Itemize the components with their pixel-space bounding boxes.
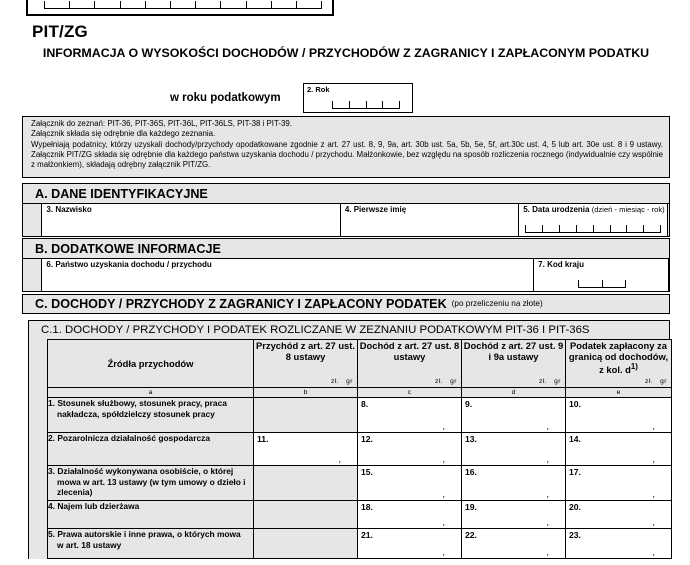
row-2-field-e-number: 14. <box>569 434 581 444</box>
row-5-field-e-comma: , <box>652 547 655 557</box>
row-3-field-d-comma: , <box>546 489 549 499</box>
row-5-field-b <box>254 529 358 559</box>
column-header-dochod-ust8-text: Dochód z art. 27 ust. 8 ustawy <box>359 340 460 363</box>
instructions-block <box>22 116 670 178</box>
row-1-field-d-number: 9. <box>465 399 473 409</box>
column-header-przychod-ust8-text: Przychód z art. 27 ust. 8 ustawy <box>256 340 355 363</box>
row-2-source-line1: Pozarolnicza działalność gospodarcza <box>57 433 210 443</box>
row-2-source <box>48 433 254 466</box>
row-2-field-b-number: 11. <box>257 434 269 444</box>
section-b-fields <box>22 258 670 292</box>
row-2-field-e[interactable] <box>566 433 672 466</box>
row-2-field-d[interactable] <box>462 433 566 466</box>
row-3-field-d[interactable] <box>462 466 566 501</box>
row-5-field-d-comma: , <box>546 547 549 557</box>
table-row <box>48 433 672 466</box>
row-5-field-e-number: 23. <box>569 530 581 540</box>
row-5-field-e[interactable] <box>566 529 672 559</box>
row-2-number: 2. <box>48 433 55 443</box>
row-1-field-e-comma: , <box>652 421 655 431</box>
row-2-field-c-comma: , <box>442 454 445 464</box>
column-letter-d: d <box>462 388 566 398</box>
column-units-c: zł. gr <box>435 378 457 386</box>
column-letter-b: b <box>254 388 358 398</box>
row-4-source <box>48 501 254 529</box>
row-5-source-line2: w art. 18 ustawy <box>57 539 122 550</box>
column-units-d: zł. gr <box>539 378 561 386</box>
tax-year-comb-cells[interactable] <box>332 100 400 109</box>
identifier-comb-box[interactable] <box>26 0 334 16</box>
field-pierwsze-imie-label: 4. Pierwsze imię <box>344 205 407 214</box>
tax-year-prefix-label: w roku podatkowym <box>170 92 281 104</box>
income-table-wrapper <box>28 339 670 559</box>
row-3-field-c-number: 15. <box>361 467 373 477</box>
column-header-dochod-ust9-text: Dochód z art. 27 ust. 9 i 9a ustawy <box>463 340 564 363</box>
row-3-source-line1: Działalność wykonywana osobiście, o której <box>57 466 234 476</box>
column-units-e: zł. gr <box>645 378 667 386</box>
instruction-line-3: Wypełniają podatnicy, którzy uzyskali dochody/przychody opodatkowane zgodnie z art. 27 ust. 8, 9, 9a, art. 30b ust. 5a, 5b, 5e, 5f, art.30c ust. 4, 5 lub art. 30e ust. 8 i 9 ustawy. Załącznik PIT/ZG składa się odrębnie dla każdego państwa uzyskania dochodu / przychodu. Małżonkowie, bez względu na sposób rozliczenia rocznego (indywidualnie czy wspólnie z małżonkiem), składają odrębny załącznik PIT/ZG. <box>31 139 663 170</box>
column-header-dochod-ust8 <box>358 340 462 388</box>
row-2-field-b[interactable] <box>254 433 358 466</box>
section-a-fields <box>22 203 670 237</box>
row-4-field-c[interactable] <box>358 501 462 529</box>
row-5-field-c-comma: , <box>442 547 445 557</box>
form-code: PIT/ZG <box>32 22 88 41</box>
row-5-field-d[interactable] <box>462 529 566 559</box>
row-5-field-c[interactable] <box>358 529 462 559</box>
row-1-field-c-comma: , <box>442 421 445 431</box>
row-3-field-e-number: 17. <box>569 467 581 477</box>
column-header-podatek-zagranica <box>566 340 672 388</box>
field-kod-kraju[interactable] <box>533 259 669 291</box>
identifier-comb-cells[interactable] <box>44 0 322 9</box>
column-letter-a: a <box>48 388 254 398</box>
row-4-field-d-comma: , <box>546 517 549 527</box>
table-header-row <box>48 340 672 388</box>
row-2-field-e-comma: , <box>652 454 655 464</box>
row-4-field-c-number: 18. <box>361 502 373 512</box>
row-4-field-e-number: 20. <box>569 502 581 512</box>
row-1-source-line2: nakładcza, spółdzielczy stosunek pracy <box>57 408 215 419</box>
column-header-dochod-ust9 <box>462 340 566 388</box>
row-4-field-d-number: 19. <box>465 502 477 512</box>
row-5-number: 5. <box>48 529 55 539</box>
row-1-field-c-number: 8. <box>361 399 369 409</box>
row-2-field-d-number: 13. <box>465 434 477 444</box>
row-3-field-c-comma: , <box>442 489 445 499</box>
table-row <box>48 501 672 529</box>
column-letter-c: c <box>358 388 462 398</box>
column-letter-e: e <box>566 388 672 398</box>
row-3-field-e[interactable] <box>566 466 672 501</box>
row-1-number: 1. <box>48 398 55 408</box>
row-2-field-c-number: 12. <box>361 434 373 444</box>
row-4-field-b <box>254 501 358 529</box>
row-3-field-e-comma: , <box>652 489 655 499</box>
row-1-source <box>48 398 254 433</box>
row-4-field-e[interactable] <box>566 501 672 529</box>
table-row <box>48 529 672 559</box>
income-table <box>47 339 672 559</box>
table-row <box>48 398 672 433</box>
row-1-field-d[interactable] <box>462 398 566 433</box>
tax-year-field[interactable] <box>303 83 413 113</box>
row-3-source-line2: mowa w art. 13 ustawy (w tym umowy o dzieło i zlecenia) <box>57 476 246 497</box>
row-5-field-c-number: 21. <box>361 530 373 540</box>
row-1-field-e-number: 10. <box>569 399 581 409</box>
row-1-field-e[interactable] <box>566 398 672 433</box>
field-kod-kraju-label: 7. Kod kraju <box>538 260 584 269</box>
column-units-b: zł. gr <box>331 378 353 386</box>
row-3-number: 3. <box>48 466 55 476</box>
table-letter-row <box>48 388 672 398</box>
instruction-line-2: Załącznik składa się odrębnie dla każdego zeznania. <box>31 129 216 139</box>
column-header-footnote-marker: 1) <box>630 362 638 372</box>
section-b-heading: B. DODATKOWE INFORMACJE <box>22 238 670 258</box>
section-c-heading-note: (po przeliczeniu na złote) <box>451 299 543 308</box>
column-header-podatek-zagranica-text: Podatek zapłacony za granicą od dochodów, z kol. d <box>568 340 669 376</box>
row-4-source-line1: Najem lub dzierżawa <box>57 501 140 511</box>
row-3-field-b <box>254 466 358 501</box>
row-5-field-d-number: 22. <box>465 530 477 540</box>
row-3-field-d-number: 16. <box>465 467 477 477</box>
section-a-heading: A. DANE IDENTYFIKACYJNE <box>22 183 670 203</box>
instruction-line-1: Załącznik do zeznań: PIT-36, PIT-36S, PIT-36L, PIT-36LS, PIT-38 i PIT-39. <box>31 119 292 128</box>
field-data-urodzenia-label: 5. Data urodzenia (dzień - miesiąc - rok) <box>523 205 665 214</box>
row-4-field-d[interactable] <box>462 501 566 529</box>
row-2-field-b-comma: , <box>338 454 341 464</box>
field-panstwo-label: 6. Państwo uzyskania dochodu / przychodu <box>46 260 212 269</box>
row-2-field-d-comma: , <box>546 454 549 464</box>
row-3-field-c[interactable] <box>358 466 462 501</box>
row-5-source-line1: Prawa autorskie i inne prawa, o których mowa <box>57 529 241 539</box>
row-3-source <box>48 466 254 501</box>
tax-year-label: 2. Rok <box>307 85 330 94</box>
field-data-urodzenia[interactable] <box>518 204 668 236</box>
row-1-source-line1: Stosunek służbowy, stosunek pracy, praca <box>57 398 227 408</box>
row-4-number: 4. <box>48 501 55 511</box>
data-urodzenia-comb-cells[interactable] <box>525 224 661 233</box>
table-row <box>48 466 672 501</box>
form-title: INFORMACJA O WYSOKOŚCI DOCHODÓW / PRZYCHODÓW Z ZAGRANICY I ZAPŁACONYM PODATKU <box>42 46 650 60</box>
section-c1-subheading: C.1. DOCHODY / PRZYCHODY I PODATEK ROZLICZANE W ZEZNANIU PODATKOWYM PIT-36 I PIT-36S <box>28 320 670 339</box>
field-nazwisko-label: 3. Nazwisko <box>46 205 92 214</box>
field-pierwsze-imie[interactable] <box>340 204 520 236</box>
row-1-field-d-comma: , <box>546 421 549 431</box>
section-c-heading <box>22 294 670 314</box>
section-c-heading-text: C. DOCHODY / PRZYCHODY Z ZAGRANICY I ZAPŁACONY PODATEK <box>35 297 447 311</box>
row-1-field-b <box>254 398 358 433</box>
field-panstwo[interactable] <box>41 259 534 291</box>
row-2-field-c[interactable] <box>358 433 462 466</box>
field-nazwisko[interactable] <box>41 204 341 236</box>
row-5-source <box>48 529 254 559</box>
column-header-sources: Źródła przychodów <box>48 340 254 388</box>
column-header-przychod-ust8 <box>254 340 358 388</box>
kod-kraju-comb-cells[interactable] <box>578 279 626 288</box>
row-4-field-e-comma: , <box>652 517 655 527</box>
row-4-field-c-comma: , <box>442 517 445 527</box>
row-1-field-c[interactable] <box>358 398 462 433</box>
